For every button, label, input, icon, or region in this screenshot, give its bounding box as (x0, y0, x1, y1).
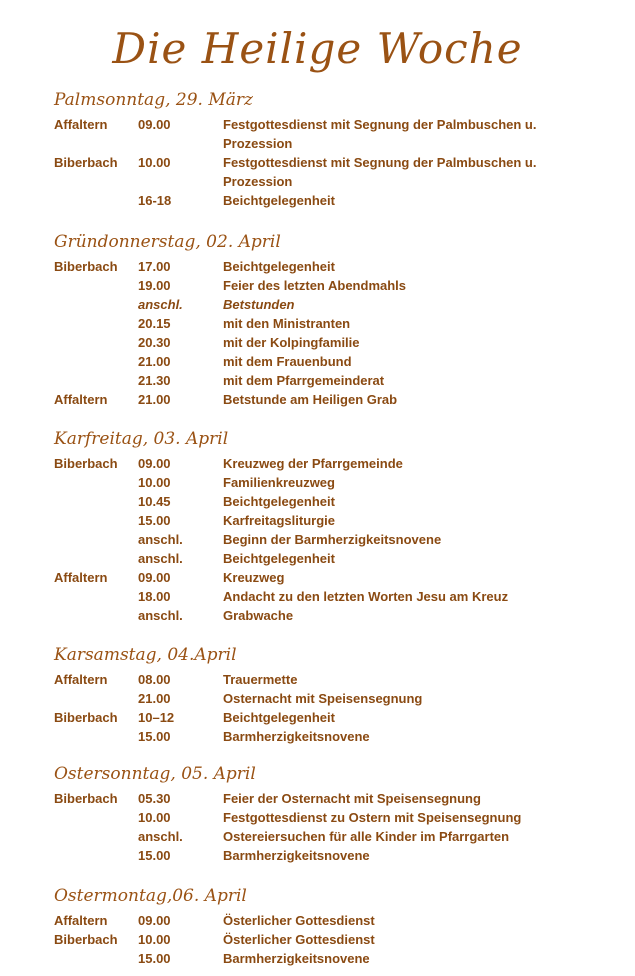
description: Barmherzigkeitsnovene (223, 729, 370, 744)
place: Affaltern (54, 672, 108, 687)
time: anschl. (138, 608, 183, 623)
schedule-row (0, 846, 635, 865)
time: 10.00 (138, 155, 171, 170)
description: Beichtgelegenheit (223, 193, 335, 208)
description: mit der Kolpingfamilie (223, 335, 360, 350)
description: Beginn der Barmherzigkeitsnovene (223, 532, 442, 547)
schedule-row (0, 153, 635, 191)
schedule-row (0, 708, 635, 727)
schedule-row (0, 492, 635, 511)
description: Österlicher Gottesdienst (223, 932, 375, 947)
time: 10.00 (138, 475, 171, 490)
time: 10.00 (138, 932, 171, 947)
time: 09.00 (138, 456, 171, 471)
schedule-row (0, 949, 635, 968)
place: Biberbach (54, 710, 118, 725)
place: Biberbach (54, 456, 118, 471)
schedule-row (0, 568, 635, 587)
day-section-karsamstag (0, 645, 635, 746)
schedule-row (0, 371, 635, 390)
schedule-row (0, 587, 635, 606)
time: 15.00 (138, 951, 171, 966)
description: Familienkreuzweg (223, 475, 335, 490)
schedule-row (0, 473, 635, 492)
description: Österlicher Gottesdienst (223, 913, 375, 928)
time: 05.30 (138, 791, 171, 806)
description: Beichtgelegenheit (223, 710, 335, 725)
schedule-row (0, 606, 635, 625)
time: 10.00 (138, 810, 171, 825)
time: 08.00 (138, 672, 171, 687)
time: 21.30 (138, 373, 171, 388)
description: Betstunde am Heiligen Grab (223, 392, 398, 407)
day-section-karfreitag (0, 429, 635, 625)
time: 16-18 (138, 193, 172, 208)
description: Beichtgelegenheit (223, 259, 335, 274)
schedule-row (0, 454, 635, 473)
time: 09.00 (138, 117, 171, 132)
day-heading: Karsamstag, 04.April (54, 645, 237, 665)
time: 10.45 (138, 494, 171, 509)
place: Affaltern (54, 392, 108, 407)
day-heading: Ostersonntag, 05. April (54, 764, 256, 784)
description: Kreuzweg der Pfarrgemeinde (223, 456, 403, 471)
place: Biberbach (54, 791, 118, 806)
day-heading: Gründonnerstag, 02. April (54, 232, 281, 252)
description: Andacht zu den letzten Worten Jesu am Kreuz (223, 589, 509, 604)
time: 21.00 (138, 392, 171, 407)
place: Biberbach (54, 259, 118, 274)
place: Biberbach (54, 932, 118, 947)
schedule-row (0, 333, 635, 352)
description: Feier des letzten Abendmahls (223, 278, 407, 293)
day-section-palmsonntag (0, 90, 635, 210)
schedule-row (0, 549, 635, 568)
schedule-row (0, 115, 635, 153)
time: 21.00 (138, 691, 171, 706)
schedule-row (0, 689, 635, 708)
description: Barmherzigkeitsnovene (223, 951, 370, 966)
place: Biberbach (54, 155, 118, 170)
description: Trauermette (223, 672, 298, 687)
description: Beichtgelegenheit (223, 551, 335, 566)
description: Grabwache (223, 608, 294, 623)
schedule-row (0, 295, 635, 314)
time: anschl. (138, 532, 183, 547)
time: 20.15 (138, 316, 171, 331)
description: Ostereiersuchen für alle Kinder im Pfarrgarten (223, 829, 510, 844)
schedule-row (0, 808, 635, 827)
description: Osternacht mit Speisensegnung (223, 691, 423, 706)
schedule-row (0, 727, 635, 746)
time: anschl. (138, 297, 183, 312)
place: Affaltern (54, 913, 108, 928)
time: 20.30 (138, 335, 171, 350)
description: Betstunden (223, 297, 295, 312)
schedule-row (0, 191, 635, 210)
place: Affaltern (54, 570, 108, 585)
schedule-row (0, 530, 635, 549)
time: anschl. (138, 551, 183, 566)
schedule-row (0, 827, 635, 846)
description: Festgottesdienst zu Ostern mit Speisensegnung (223, 810, 522, 825)
schedule-row (0, 911, 635, 930)
description: Feier der Osternacht mit Speisensegnung (223, 791, 481, 806)
description: Karfreitagsliturgie (223, 513, 335, 528)
time: 09.00 (138, 913, 171, 928)
description: Festgottesdienst mit Segnung der Palmbuschen u. Prozession (223, 117, 537, 151)
schedule-row (0, 257, 635, 276)
description: mit dem Pfarrgemeinderat (223, 373, 385, 388)
time: 15.00 (138, 513, 171, 528)
schedule-row (0, 314, 635, 333)
description: Beichtgelegenheit (223, 494, 335, 509)
time: 17.00 (138, 259, 171, 274)
schedule-row (0, 789, 635, 808)
schedule-row (0, 670, 635, 689)
schedule-row (0, 930, 635, 949)
description: mit dem Frauenbund (223, 354, 352, 369)
time: 09.00 (138, 570, 171, 585)
time: 19.00 (138, 278, 171, 293)
schedule-row (0, 511, 635, 530)
description: Kreuzweg (223, 570, 285, 585)
day-heading: Palmsonntag, 29. März (54, 90, 253, 110)
time: 15.00 (138, 848, 171, 863)
day-section-ostermontag (0, 886, 635, 968)
schedule-row (0, 352, 635, 371)
description: Barmherzigkeitsnovene (223, 848, 370, 863)
schedule-row (0, 276, 635, 295)
description: mit den Ministranten (223, 316, 351, 331)
day-heading: Ostermontag,06. April (54, 886, 247, 906)
place: Affaltern (54, 117, 108, 132)
day-heading: Karfreitag, 03. April (54, 429, 229, 449)
day-section-ostersonntag (0, 764, 635, 865)
time: anschl. (138, 829, 183, 844)
time: 10–12 (138, 710, 175, 725)
time: 18.00 (138, 589, 171, 604)
schedule-row (0, 390, 635, 409)
page-title: Die Heilige Woche (112, 24, 523, 73)
time: 21.00 (138, 354, 171, 369)
description: Festgottesdienst mit Segnung der Palmbuschen u. Prozession (223, 155, 537, 189)
day-section-gruendonnerstag (0, 232, 635, 409)
time: 15.00 (138, 729, 171, 744)
